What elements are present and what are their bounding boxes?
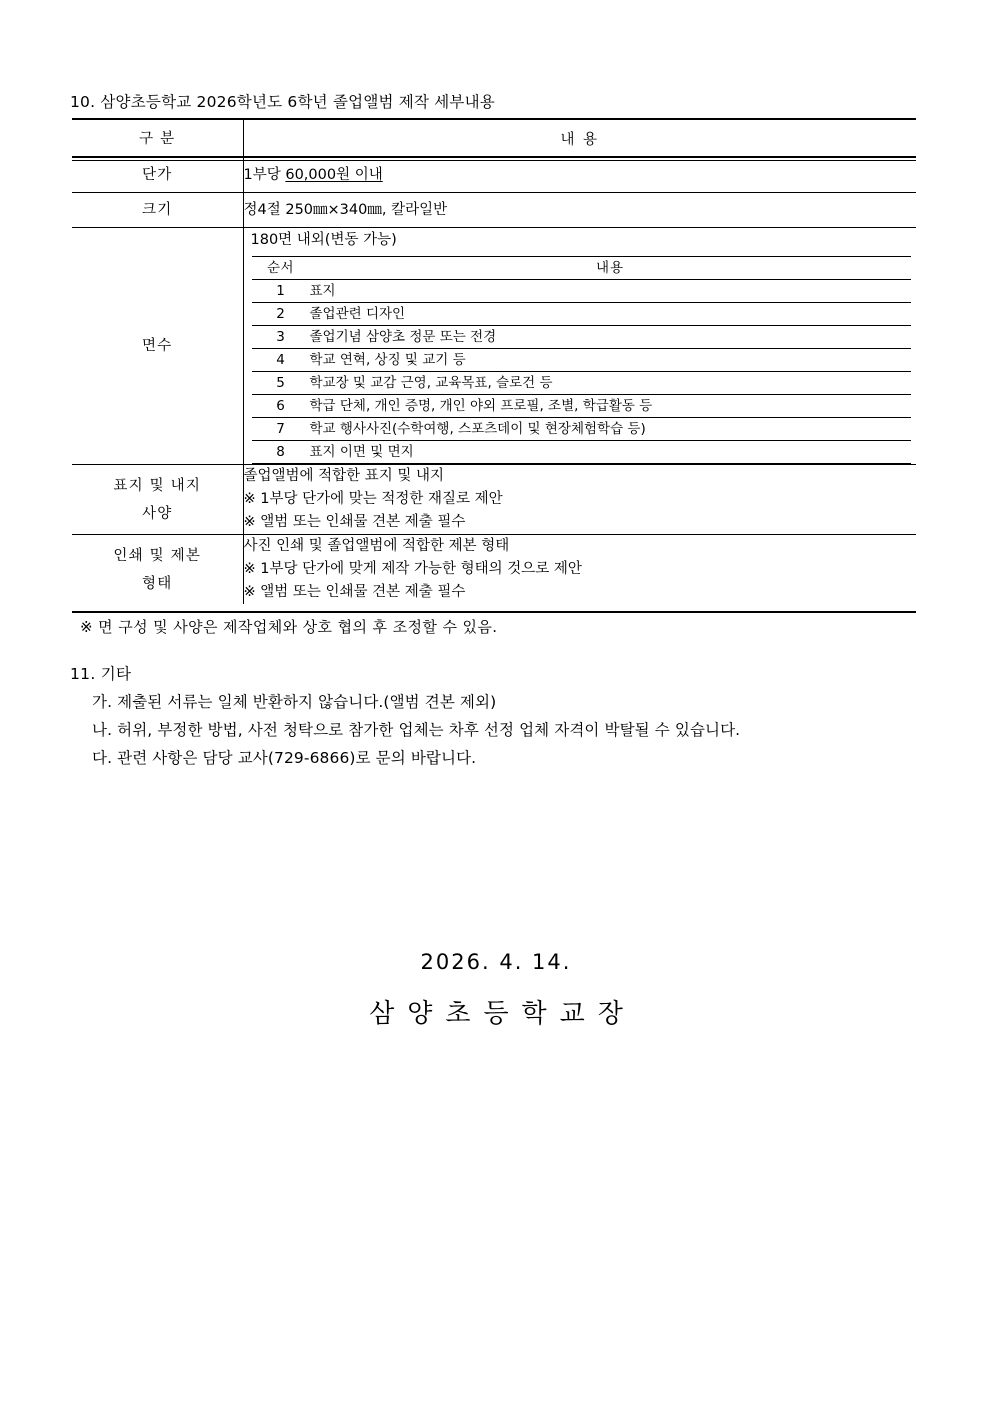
page-composition-no: 1	[252, 280, 306, 303]
signature-date: 2026. 4. 14.	[420, 950, 572, 974]
table-row-print-bind	[72, 535, 916, 605]
page-composition-row	[252, 395, 911, 418]
page-composition-no: 8	[252, 441, 306, 464]
cover-spec-label-line1: 표지 및 내지	[113, 477, 202, 494]
page-composition-no: 2	[252, 303, 306, 326]
table-row-unit-price	[72, 158, 916, 193]
table-row-cover-spec	[72, 465, 916, 535]
unit-price-prefix: 1부당	[243, 166, 286, 183]
signature-issuer: 삼양초등학교장	[369, 999, 636, 1029]
page-composition-no: 3	[252, 326, 306, 349]
row-value-print-bind	[243, 535, 916, 605]
page-composition-content: 표지 이면 및 면지	[306, 441, 911, 464]
page-composition-row	[252, 372, 911, 395]
section-11	[70, 660, 740, 772]
cover-spec-line: ※ 1부당 단가에 맞는 적정한 재질로 제안	[243, 491, 503, 507]
header-double-rule	[72, 156, 916, 161]
page-composition-content: 학교장 및 교감 근영, 교육목표, 슬로건 등	[306, 372, 911, 395]
unit-price-amount: 60,000원 이내	[285, 166, 383, 183]
page-composition-content: 학급 단체, 개인 증명, 개인 야외 프로필, 조별, 학급활동 등	[306, 395, 911, 418]
page-composition-no: 5	[252, 372, 306, 395]
print-bind-label-line2: 형태	[142, 575, 173, 592]
header-cell-division: 구 분	[72, 119, 243, 158]
page-composition-content: 표지	[306, 280, 911, 303]
cover-spec-line: 졸업앨범에 적합한 표지 및 내지	[243, 468, 445, 484]
section-11-item: 나. 허위, 부정한 방법, 사전 청탁으로 참가한 업체는 차후 선정 업체 자격이 박탈될 수 있습니다.	[92, 721, 741, 739]
page-composition-row	[252, 326, 911, 349]
section-title: 10. 삼양초등학교 2026학년도 6학년 졸업앨범 제작 세부내용	[70, 93, 495, 111]
section-11-item: 다. 관련 사항은 담당 교사(729-6866)로 문의 바랍니다.	[92, 749, 477, 767]
section-11-item: 가. 제출된 서류는 일체 반환하지 않습니다.(앨범 견본 제외)	[92, 693, 497, 711]
row-value-size: 정4절 250㎜×340㎜, 칼라일반	[243, 193, 916, 228]
print-bind-line: 사진 인쇄 및 졸업앨범에 적합한 제본 형태	[243, 538, 510, 554]
page-composition-content: 졸업관련 디자인	[306, 303, 911, 326]
cover-spec-line: ※ 앨범 또는 인쇄물 견본 제출 필수	[243, 514, 466, 530]
page-composition-no: 4	[252, 349, 306, 372]
row-label-print-bind	[72, 535, 243, 605]
page-composition-row	[252, 418, 911, 441]
album-spec-table	[72, 118, 916, 604]
print-bind-line: ※ 1부당 단가에 맞게 제작 가능한 형태의 것으로 제안	[243, 561, 582, 577]
row-label-unit-price: 단가	[142, 167, 173, 183]
row-label-size: 크기	[72, 193, 243, 228]
row-value-pages	[243, 228, 916, 465]
page-composition-content: 학교 행사사진(수학여행, 스포츠데이 및 현장체험학습 등)	[306, 418, 911, 441]
table-bottom-rule	[72, 611, 916, 613]
page-composition-no: 7	[252, 418, 306, 441]
page-composition-table	[252, 256, 911, 464]
row-value-cover-spec	[243, 465, 916, 535]
page-composition-row	[252, 280, 911, 303]
inner-header-no: 순서	[252, 257, 306, 280]
row-label-pages: 면수	[72, 228, 243, 465]
page-composition-row	[252, 303, 911, 326]
table-note: ※ 면 구성 및 사양은 제작업체와 상호 협의 후 조정할 수 있음.	[80, 618, 498, 636]
header-cell-content: 내 용	[243, 119, 916, 158]
pages-intro-text: 180면 내외(변동 가능)	[250, 232, 397, 248]
section-11-title: 11. 기타	[70, 665, 132, 683]
cover-spec-label-line2: 사양	[142, 505, 173, 522]
page-composition-header-row	[252, 257, 911, 280]
table-header-row	[72, 119, 916, 158]
table-row-size	[72, 193, 916, 228]
page-composition-content: 학교 연혁, 상징 및 교기 등	[306, 349, 911, 372]
table-row-pages	[72, 228, 916, 465]
page-composition-row	[252, 349, 911, 372]
print-bind-line: ※ 앨범 또는 인쇄물 견본 제출 필수	[243, 584, 466, 600]
inner-header-content: 내용	[306, 257, 911, 280]
row-value-unit-price	[243, 158, 916, 193]
page-composition-row	[252, 441, 911, 464]
page-composition-no: 6	[252, 395, 306, 418]
page-composition-content: 졸업기념 삼양초 정문 또는 전경	[306, 326, 911, 349]
row-label-cover-spec	[72, 465, 243, 535]
print-bind-label-line1: 인쇄 및 제본	[113, 547, 202, 564]
